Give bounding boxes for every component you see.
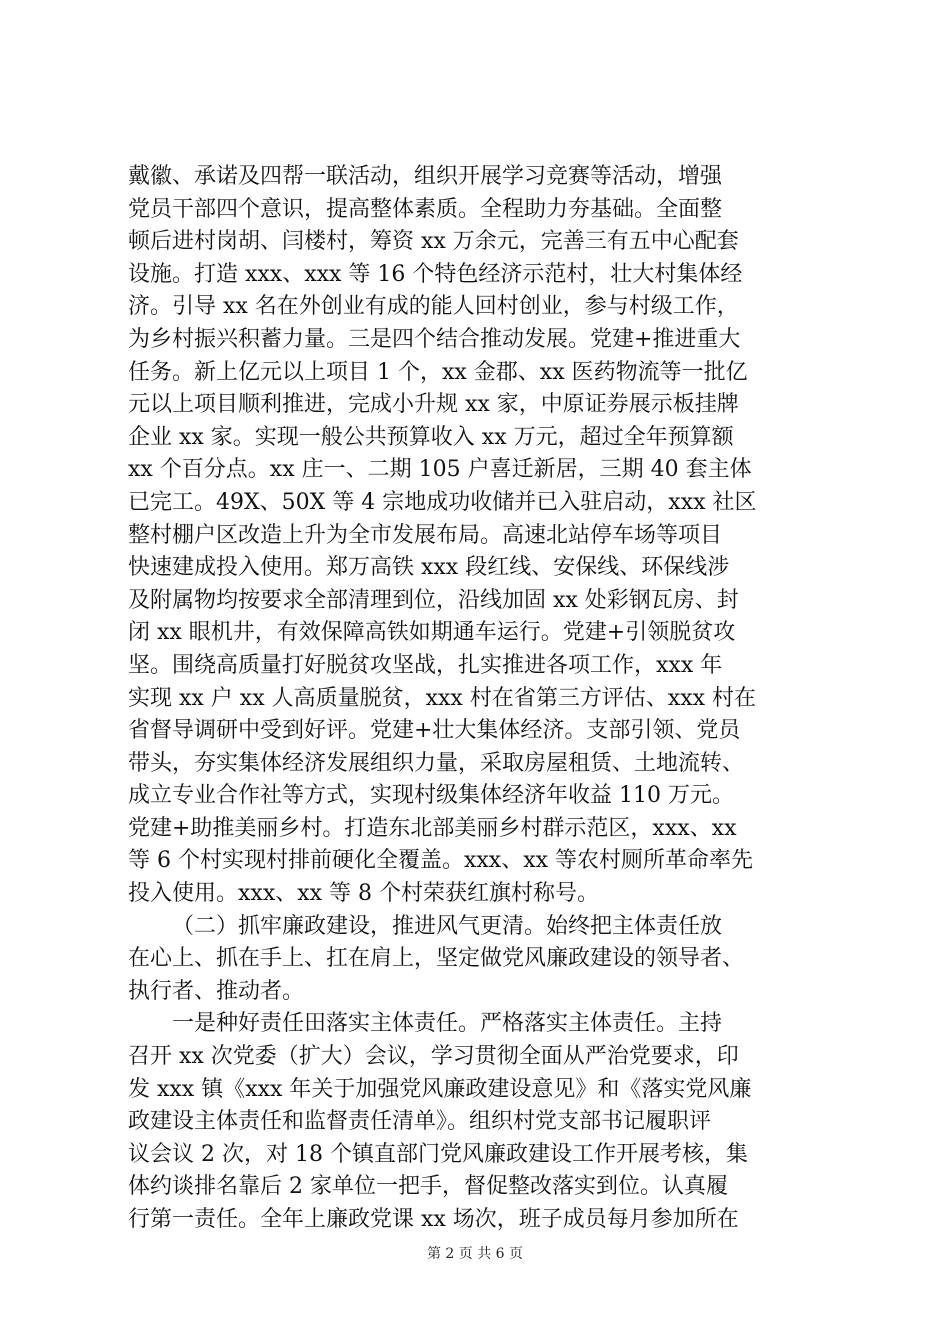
page-number: 第 2 页 共 6 页 — [426, 1246, 524, 1262]
text-line: 整村棚户区改造上升为全市发展布局。高速北站停车场等项目 — [128, 522, 723, 548]
text-line: xx 个百分点。xx 庄一、二期 105 户喜迁新居，三期 40 套主体 — [128, 457, 752, 483]
text-line: 政建设主体责任和监督责任清单》。组织村党支部书记履职评 — [128, 1109, 712, 1135]
section-heading-line: （二）抓牢廉政建设，推进风气更清。始终把主体责任放 — [172, 913, 723, 939]
text-line: 带头，夯实集体经济发展组织力量，采取房屋租赁、土地流转、 — [128, 750, 745, 776]
text-line: 党建+助推美丽乡村。打造东北部美丽乡村群示范区，xxx、xx — [128, 815, 737, 841]
text-line: 快速建成投入使用。郑万高铁 xxx 段红线、安保线、环保线涉 — [128, 555, 730, 581]
text-line: 任务。新上亿元以上项目 1 个，xx 金郡、xx 医药物流等一批亿 — [128, 359, 748, 385]
text-line: 坚。围绕高质量打好脱贫攻坚战，扎实推进各项工作，xxx 年 — [128, 652, 723, 678]
text-line: 济。引导 xx 名在外创业有成的能人回村创业，参与村级工作， — [128, 294, 739, 320]
text-line: 行第一责任。全年上廉政党课 xx 场次，班子成员每月参加所在 — [128, 1207, 739, 1232]
text-line: 戴徽、承诺及四帮一联活动，组织开展学习竞赛等活动，增强 — [128, 164, 723, 189]
text-line: 闭 xx 眼机井，有效保障高铁如期通车运行。党建+引领脱贫攻 — [128, 620, 736, 646]
text-line: 在心上、抓在手上、扛在肩上，坚定做党风廉政建设的领导者、 — [128, 946, 745, 972]
text-line: 投入使用。xxx、xx 等 8 个村荣获红旗村称号。 — [128, 881, 600, 907]
text-line: 已完工。49X、50X 等 4 宗地成功收储并已入驻启动，xxx 社区 — [128, 489, 757, 515]
text-line: 企业 xx 家。实现一般公共预算收入 xx 万元，超过全年预算额 — [128, 424, 734, 450]
paragraph-start-line: 一是种好责任田落实主体责任。严格落实主体责任。主持 — [172, 1011, 723, 1037]
text-line: 召开 xx 次党委（扩大）会议，学习贯彻全面从严治党要求，印 — [128, 1044, 739, 1070]
document-body — [128, 161, 848, 1237]
text-line: 议会议 2 次，对 18 个镇直部门党风廉政建设工作开展考核，集 — [128, 1141, 748, 1167]
text-line: 等 6 个村实现村排前硬化全覆盖。xxx、xx 等农村厕所革命率先 — [128, 848, 754, 874]
text-line: 发 xxx 镇《xxx 年关于加强党风廉政建设意见》和《落实党风廉 — [128, 1076, 752, 1102]
text-line: 实现 xx 户 xx 人高质量脱贫，xxx 村在省第三方评估、xxx 村在 — [128, 685, 757, 711]
text-line: 成立专业合作社等方式，实现村级集体经济年收益 110 万元。 — [128, 783, 734, 809]
text-line: 及附属物均按要求全部清理到位，沿线加固 xx 处彩钢瓦房、封 — [128, 587, 739, 613]
text-line: 省督导调研中受到好评。党建+壮大集体经济。支部引领、党员 — [128, 718, 741, 744]
text-line: 元以上项目顺利推进，完成小升规 xx 家，中原证券展示板挂牌 — [128, 392, 739, 418]
text-line: 党员干部四个意识，提高整体素质。全程助力夯基础。全面整 — [128, 196, 723, 222]
text-line: 体约谈排名靠后 2 家单位一把手，督促整改落实到位。认真履 — [128, 1174, 728, 1200]
text-line: 设施。打造 xxx、xxx 等 16 个特色经济示范村，壮大村集体经 — [128, 261, 743, 287]
text-line: 执行者、推动者。 — [128, 978, 305, 1004]
text-line: 为乡村振兴积蓄力量。三是四个结合推动发展。党建+推进重大 — [128, 326, 741, 352]
text-line: 顿后进村岗胡、闫楼村，筹资 xx 万余元，完善三有五中心配套 — [128, 229, 739, 255]
